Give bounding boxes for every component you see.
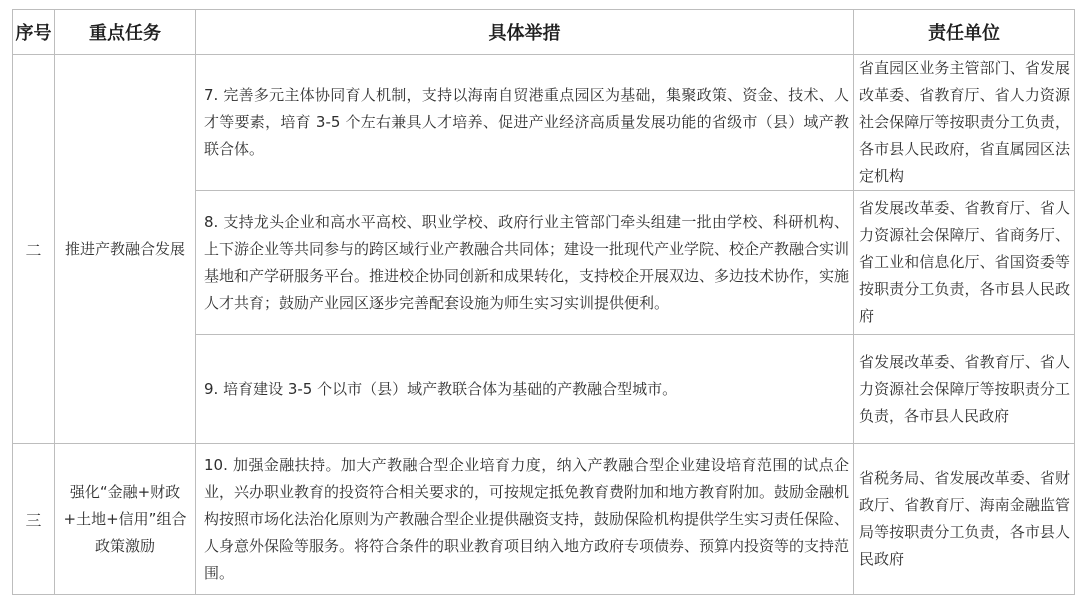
seq-cell: 二 bbox=[13, 55, 55, 444]
table-row bbox=[13, 444, 1075, 595]
measure-cell: 10. 加强金融扶持。加大产教融合型企业培育力度，纳入产教融合型企业建设培育范围的试点企业，兴办职业教育的投资符合相关要求的，可按规定抵免教育费附加和地方教育附加。鼓励金融机构按照市场化法治化原则为产教融合型企业提供融资支持，鼓励保险机构提供学生实习责任保险、人身意外保险等服务。将符合条件的职业教育项目纳入地方政府专项债券、预算内投资等的支持范围。 bbox=[196, 444, 854, 595]
measure-cell: 9. 培育建设 3-5 个以市（县）域产教联合体为基础的产教融合型城市。 bbox=[196, 335, 854, 444]
header-task: 重点任务 bbox=[55, 10, 196, 55]
unit-cell: 省发展改革委、省教育厅、省人力资源社会保障厅、省商务厅、省工业和信息化厅、省国资委等按职责分工负责，各市县人民政府 bbox=[854, 191, 1075, 335]
table-header-row bbox=[13, 10, 1075, 55]
header-seq: 序号 bbox=[13, 10, 55, 55]
task-cell: 推进产教融合发展 bbox=[55, 55, 196, 444]
table-row bbox=[13, 55, 1075, 191]
unit-cell: 省税务局、省发展改革委、省财政厅、省教育厅、海南金融监管局等按职责分工负责，各市县人民政府 bbox=[854, 444, 1075, 595]
measure-cell: 8. 支持龙头企业和高水平高校、职业学校、政府行业主管部门牵头组建一批由学校、科研机构、上下游企业等共同参与的跨区域行业产教融合共同体；建设一批现代产业学院、校企产教融合实训基地和产学研服务平台。推进校企协同创新和成果转化，支持校企开展双边、多边技术协作，实施人才共育；鼓励产业园区逐步完善配套设施为师生实习实训提供便利。 bbox=[196, 191, 854, 335]
header-units: 责任单位 bbox=[854, 10, 1075, 55]
policy-table bbox=[12, 9, 1075, 595]
unit-cell: 省发展改革委、省教育厅、省人力资源社会保障厅等按职责分工负责，各市县人民政府 bbox=[854, 335, 1075, 444]
measure-cell: 7. 完善多元主体协同育人机制，支持以海南自贸港重点园区为基础，集聚政策、资金、技术、人才等要素，培育 3-5 个左右兼具人才培养、促进产业经济高质量发展功能的省级市（县）域产教联合体。 bbox=[196, 55, 854, 191]
policy-table-container bbox=[12, 9, 1074, 595]
seq-cell: 三 bbox=[13, 444, 55, 595]
header-measures: 具体举措 bbox=[196, 10, 854, 55]
task-cell: 强化“金融+财政+土地+信用”组合政策激励 bbox=[55, 444, 196, 595]
unit-cell: 省直园区业务主管部门、省发展改革委、省教育厅、省人力资源社会保障厅等按职责分工负责，各市县人民政府，省直属园区法定机构 bbox=[854, 55, 1075, 191]
